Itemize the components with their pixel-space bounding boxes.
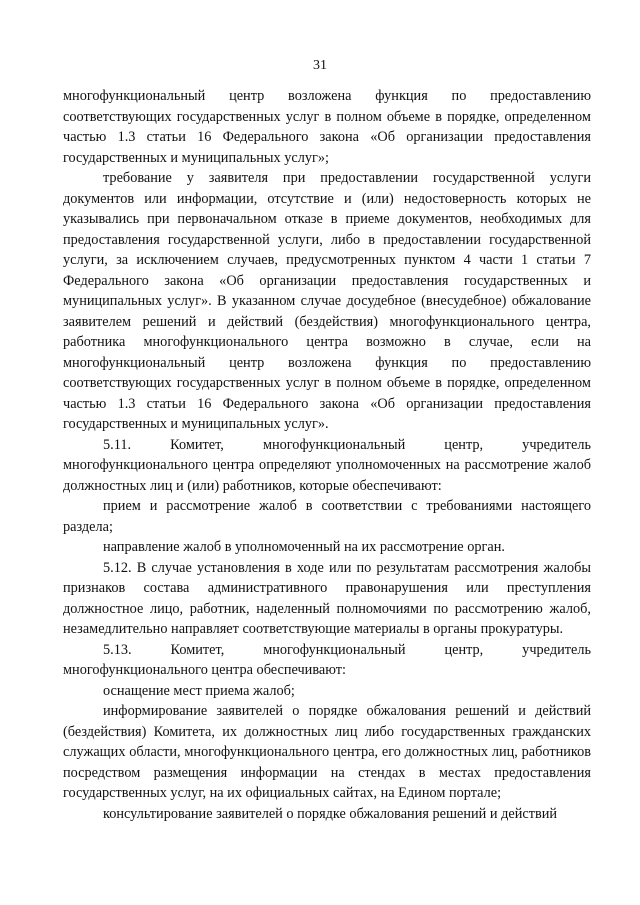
paragraph: информирование заявителей о порядке обжалования решений и действий (бездействия) Комитета, их должностных лиц либо государственных гражданских служащих области, многофункционального центра, его должностных лиц, работников посредством размещения информации на стендах в местах предоставления государственных услуг, на их официальных сайтах, на Едином портале;	[63, 703, 591, 801]
paragraph: прием и рассмотрение жалоб в соответствии с требованиями настоящего раздела;	[63, 498, 591, 535]
paragraph: 5.12. В случае установления в ходе или по результатам рассмотрения жалобы признаков состава административного правонарушения или преступления должностное лицо, работник, наделенный полномочиями по рассмотрению жалоб, незамедлительно направляет соответствующие материалы в органы прокуратуры.	[63, 559, 591, 637]
document-body	[63, 86, 591, 824]
paragraph: оснащение мест приема жалоб;	[103, 682, 295, 699]
page-number: 31	[313, 58, 327, 73]
paragraph: 5.13. Комитет, многофункциональный центр, учредитель многофункционального центра обеспечивают:	[63, 641, 591, 678]
paragraph: направление жалоб в уполномоченный на их рассмотрение орган.	[103, 539, 505, 555]
paragraph: 5.11. Комитет, многофункциональный центр, учредитель многофункционального центра определяют уполномоченных на рассмотрение жалоб должностных лиц и (или) работников, которые обеспечивают:	[63, 436, 591, 494]
paragraph: требование у заявителя при предоставлении государственной услуги документов или информации, отсутствие и (или) недостоверность которых не указывались при первоначальном отказе в приеме документов, необходимых для предоставления государственной услуги, либо в предоставлении государственной услуги, за исключением случаев, предусмотренных пунктом 4 части 1 статьи 7 Федерального закона «Об организации предоставления государственных и муниципальных услуг». В указанном случае досудебное (внесудебное) обжалование заявителем решений и действий (бездействия) многофункционального центра, работника многофункционального центра возможно в случае, если на многофункциональный центр возложена функция по предоставлению соответствующих государственных услуг в полном объеме в порядке, определенном частью 1.3 статьи 16 Федерального закона «Об организации предоставления государственных и муниципальных услуг».	[63, 170, 591, 432]
paragraph: консультирование заявителей о порядке обжалования решений и действий	[103, 805, 558, 822]
paragraph: многофункциональный центр возложена функция по предоставлению соответствующих государственных услуг в полном объеме в порядке, определенном частью 1.3 статьи 16 Федерального закона «Об организации предоставления государственных и муниципальных услуг»;	[63, 88, 591, 166]
